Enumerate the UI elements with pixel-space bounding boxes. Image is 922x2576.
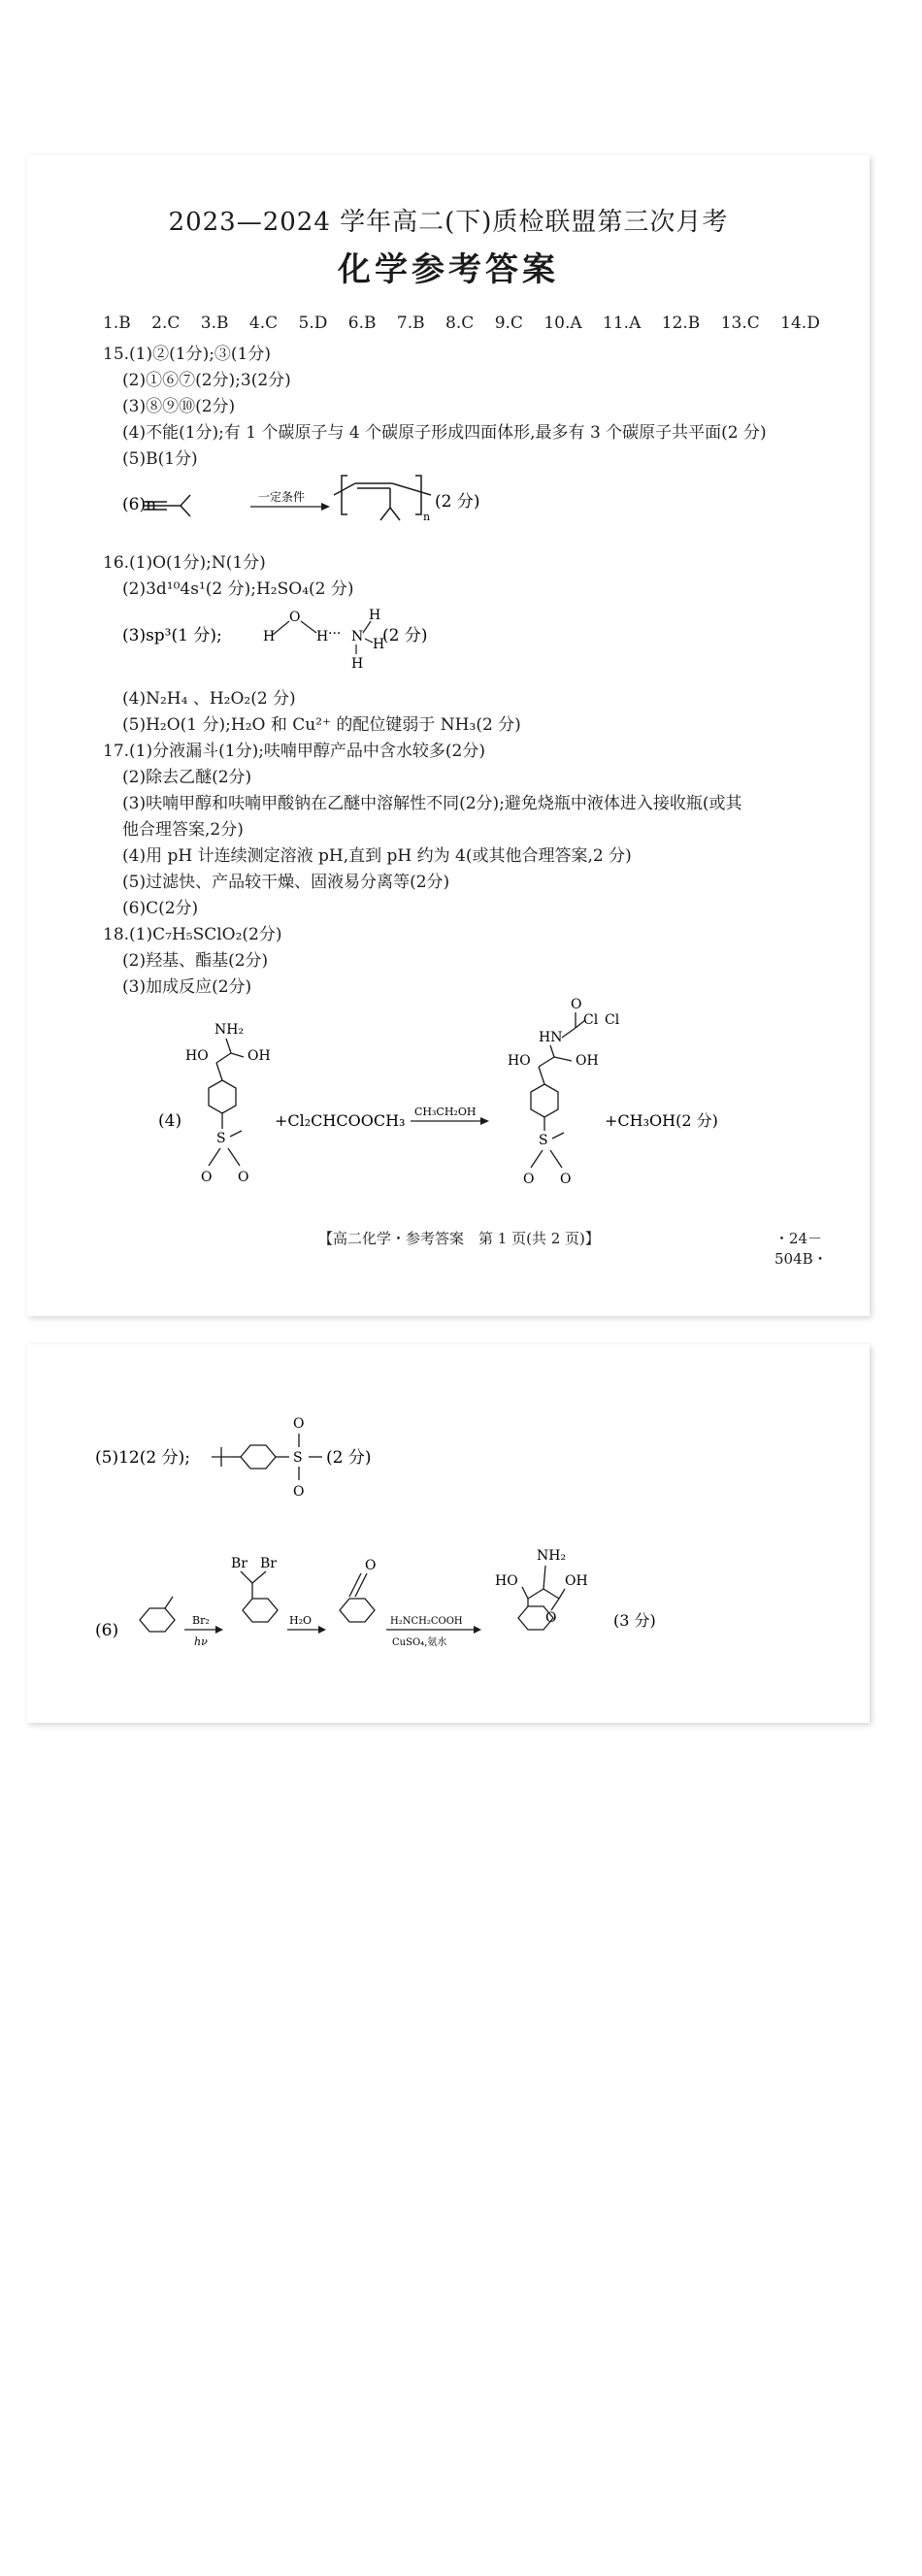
q17-line-6: (6)C(2分) bbox=[122, 899, 199, 918]
atom-label: HO bbox=[495, 1573, 518, 1589]
atom-label: HO bbox=[508, 1053, 531, 1069]
atom-label: O bbox=[201, 1170, 213, 1185]
atom-label: O bbox=[571, 997, 582, 1012]
mc-answer: 5.D bbox=[298, 314, 328, 333]
bond bbox=[365, 639, 373, 643]
polymer-degree: n bbox=[423, 511, 431, 523]
mc-answer: 4.C bbox=[248, 314, 279, 333]
q15-line-1: 15.(1)②(1分);③(1分) bbox=[103, 345, 272, 364]
arrow-head bbox=[321, 503, 330, 511]
q18-4-condition: CH₃CH₂OH bbox=[414, 1106, 477, 1118]
multiple-choice-answers bbox=[103, 314, 836, 333]
q16-3-prefix: (3)sp³(1 分); bbox=[122, 626, 222, 645]
page-footer: 【高二化学・参考答案 第 1 页(共 2 页)】 bbox=[318, 1230, 600, 1247]
answer-sheet-page-1 bbox=[27, 155, 870, 1316]
q15-line-4: (4)不能(1分);有 1 个碳原子与 4 个碳原子形成四面体形,最多有 3 个碳原子共平面(2 分) bbox=[122, 423, 767, 443]
amino-acid-product-structure bbox=[518, 1566, 565, 1630]
q18-5-prefix: (5)12(2 分); bbox=[95, 1448, 190, 1468]
bond bbox=[230, 1131, 242, 1137]
q17-line-1: 17.(1)分液漏斗(1分);呋喃甲醇产品中含水较多(2分) bbox=[103, 742, 486, 761]
atom-label: O bbox=[289, 610, 301, 625]
benzal-bromide-structure bbox=[241, 1571, 278, 1622]
q16-line-4: (4)N₂H₄ 、H₂O₂(2 分) bbox=[122, 689, 296, 709]
mc-answer: 7.B bbox=[396, 314, 425, 333]
mc-answer: 6.B bbox=[347, 314, 377, 333]
q15-line-2: (2)①⑥⑦(2分);3(2分) bbox=[122, 371, 291, 390]
reaction-condition: 一定条件 bbox=[258, 490, 306, 504]
atom-label: O bbox=[523, 1172, 535, 1187]
q15-line-3: (3)⑧⑨⑩(2分) bbox=[122, 397, 236, 416]
mc-answer: 3.B bbox=[200, 314, 229, 333]
toluene-structure bbox=[140, 1597, 175, 1632]
left-reactant-structure bbox=[209, 1039, 244, 1129]
q18-4-reaction-scheme bbox=[119, 995, 838, 1213]
atom-label: NH₂ bbox=[537, 1548, 567, 1564]
q15-6-label: (6)n bbox=[122, 495, 157, 514]
atom-label: N bbox=[351, 629, 364, 644]
step-3-reagent: H₂NCH₂COOH bbox=[390, 1616, 463, 1627]
mc-answer: 2.C bbox=[151, 314, 181, 333]
exam-title: 2023—2024 学年高二(下)质检联盟第三次月考 bbox=[168, 208, 729, 237]
q16-line-2: (2)3d¹⁰4s¹(2 分);H₂SO₄(2 分) bbox=[122, 579, 354, 599]
atom-label: O bbox=[293, 1416, 305, 1432]
arrow-head bbox=[318, 1626, 326, 1634]
step-1-condition: hν bbox=[194, 1635, 208, 1648]
q18-4-label: (4) bbox=[158, 1111, 182, 1131]
atom-label: NH₂ bbox=[214, 1022, 245, 1038]
hydrogen-bond-dots: ··· bbox=[328, 626, 342, 642]
atom-label: H bbox=[263, 629, 276, 644]
q17-line-4: (4)用 pH 计连续测定溶液 pH,直到 pH 约为 4(或其他合理答案,2 分) bbox=[122, 846, 632, 866]
answer-title: 化学参考答案 bbox=[338, 250, 559, 289]
bond bbox=[228, 1148, 240, 1166]
q16-line-1: 16.(1)O(1分);N(1分) bbox=[103, 553, 266, 573]
arrow-head bbox=[474, 1626, 481, 1634]
atom-label: O bbox=[365, 1558, 377, 1573]
q17-line-3: (3)呋喃甲醇和呋喃甲酸钠在乙醚中溶解性不同(2分);避免烧瓶中液体进入接收瓶(或其 bbox=[122, 794, 742, 813]
q18-line-2: (2)羟基、酯基(2分) bbox=[122, 951, 269, 971]
atom-label: H bbox=[373, 637, 385, 652]
bond bbox=[550, 1150, 562, 1168]
step-2-reagent: H₂O bbox=[289, 1614, 313, 1627]
atom-label: S bbox=[539, 1133, 548, 1148]
mc-answer: 11.A bbox=[603, 314, 642, 333]
q16-3-score: (2 分) bbox=[382, 626, 428, 645]
atom-label: Br bbox=[260, 1556, 277, 1571]
bond bbox=[301, 621, 316, 633]
bond bbox=[209, 1148, 220, 1166]
step-1-reagent: Br₂ bbox=[192, 1614, 210, 1627]
q15-polymerization-scheme bbox=[122, 464, 510, 542]
mc-answer: 9.C bbox=[494, 314, 523, 333]
benzaldehyde-structure bbox=[340, 1573, 375, 1622]
q18-line-1: 18.(1)C₇H₅SClO₂(2分) bbox=[103, 925, 282, 944]
q16-hydrogen-bond-figure bbox=[122, 594, 433, 677]
q15-line-5: (5)B(1分) bbox=[122, 449, 198, 469]
atom-label: OH bbox=[247, 1048, 271, 1064]
q18-5-structure bbox=[95, 1393, 415, 1519]
atom-label: O bbox=[238, 1170, 249, 1185]
step-3-condition: CuSO₄,氨水 bbox=[392, 1637, 447, 1648]
q18-4-product: +CH₃OH(2 分) bbox=[605, 1111, 718, 1130]
arrow-head bbox=[480, 1117, 489, 1125]
q18-4-reagent: +Cl₂CHCOOCH₃ bbox=[275, 1111, 406, 1130]
q18-line-3: (3)加成反应(2分) bbox=[122, 977, 252, 997]
mc-answer: 14.D bbox=[780, 314, 820, 333]
mc-answer: 8.C bbox=[445, 314, 475, 333]
q18-5-score: (2 分) bbox=[326, 1448, 372, 1468]
arrow-head bbox=[215, 1626, 223, 1634]
q15-6-score: (2 分) bbox=[435, 492, 480, 512]
atom-label: OH bbox=[576, 1053, 599, 1069]
q17-line-3b: 他合理答案,2分) bbox=[122, 820, 244, 840]
atom-label: H bbox=[369, 608, 381, 623]
bond bbox=[552, 1133, 564, 1139]
atom-label: Br bbox=[231, 1556, 247, 1571]
q18-6-synthesis-route bbox=[95, 1538, 755, 1684]
bond bbox=[273, 621, 289, 635]
atom-label: Cl bbox=[583, 1012, 599, 1028]
mc-answer: 13.C bbox=[720, 314, 760, 333]
mc-answer: 10.A bbox=[543, 314, 582, 333]
answer-sheet-page-2 bbox=[27, 1344, 870, 1723]
atom-label: S bbox=[216, 1131, 226, 1146]
polymer-structure bbox=[334, 476, 431, 520]
atom-label: O bbox=[293, 1484, 305, 1500]
mc-answer: 12.B bbox=[661, 314, 701, 333]
atom-label: HO bbox=[185, 1048, 209, 1064]
q18-6-score: (3 分) bbox=[613, 1611, 656, 1630]
q17-line-5: (5)过滤快、产品较干燥、固液易分离等(2分) bbox=[122, 873, 450, 892]
atom-label: O bbox=[560, 1172, 572, 1187]
tert-butylphenyl-sulfone-structure bbox=[212, 1434, 322, 1480]
q18-6-label: (6) bbox=[95, 1621, 119, 1640]
bond bbox=[531, 1150, 543, 1168]
exam-code: ・24－504B・ bbox=[774, 1230, 828, 1268]
atom-label: OH bbox=[565, 1573, 588, 1589]
q16-line-5: (5)H₂O(1 分);H₂O 和 Cu²⁺ 的配位键弱于 NH₃(2 分) bbox=[122, 715, 521, 735]
atom-label: O bbox=[545, 1610, 557, 1626]
atom-label: S bbox=[293, 1450, 303, 1466]
atom-label: Cl bbox=[605, 1012, 620, 1028]
q17-line-2: (2)除去乙醚(2分) bbox=[122, 768, 252, 787]
mc-answer: 1.B bbox=[103, 314, 131, 333]
atom-label: H bbox=[351, 656, 364, 672]
atom-label: HN bbox=[539, 1030, 563, 1045]
atom-label: H bbox=[316, 629, 329, 644]
